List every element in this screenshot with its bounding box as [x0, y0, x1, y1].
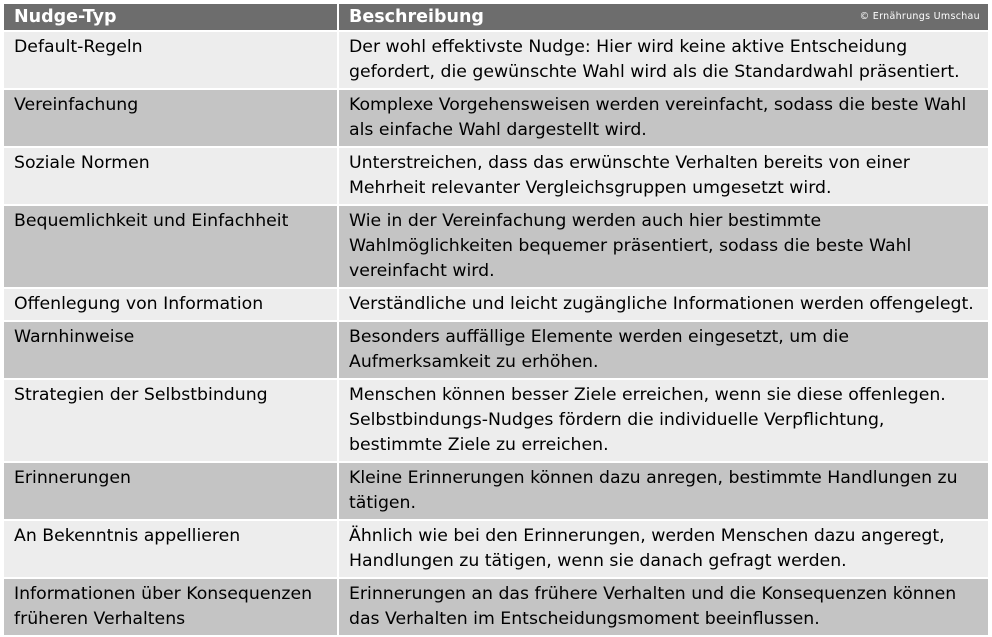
nudge-type-cell: Strategien der Selbstbindung [4, 380, 339, 463]
nudge-type-cell: An Bekenntnis appellieren [4, 521, 339, 579]
copyright-notice: © Ernährungs Umschau [859, 11, 980, 22]
description-cell: Ähnlich wie bei den Erinnerungen, werden Menschen dazu angeregt, Handlungen zu tätigen, wenn sie danach gefragt werden. [339, 521, 988, 579]
description-cell: Kleine Erinnerungen können dazu anregen, bestimmte Handlungen zu tätigen. [339, 463, 988, 521]
description-cell: Komplexe Vorgehensweisen werden vereinfacht, sodass die beste Wahl als einfache Wahl dargestellt wird. [339, 90, 988, 148]
nudge-type-cell: Bequemlichkeit und Einfachheit [4, 206, 339, 289]
description-cell: Wie in der Vereinfachung werden auch hier bestimmte Wahlmöglichkeiten bequemer präsentiert, sodass die beste Wahl vereinfacht wird. [339, 206, 988, 289]
column-header-nudge-type: Nudge-Typ [4, 4, 339, 32]
table-row [4, 148, 988, 206]
table-row [4, 380, 988, 463]
table-row [4, 521, 988, 579]
nudge-type-cell: Erinnerungen [4, 463, 339, 521]
description-cell: Erinnerungen an das frühere Verhalten und die Konsequenzen können das Verhalten im Entscheidungsmoment beeinflussen. [339, 579, 988, 637]
table-row [4, 32, 988, 90]
column-header-description-label: Beschreibung [349, 7, 484, 27]
description-cell: Verständliche und leicht zugängliche Informationen werden offengelegt. [339, 289, 988, 322]
nudge-type-cell: Vereinfachung [4, 90, 339, 148]
table-row [4, 90, 988, 148]
table-row [4, 289, 988, 322]
nudge-type-cell: Offenlegung von Information [4, 289, 339, 322]
column-header-description [339, 4, 988, 32]
nudge-type-cell: Warnhinweise [4, 322, 339, 380]
nudge-type-cell: Default-Regeln [4, 32, 339, 90]
nudge-table [4, 4, 988, 637]
table-row [4, 579, 988, 637]
description-cell: Unterstreichen, dass das erwünschte Verhalten bereits von einer Mehrheit relevanter Vergleichsgruppen umgesetzt wird. [339, 148, 988, 206]
description-cell: Menschen können besser Ziele erreichen, wenn sie diese offenlegen. Selbstbindungs-Nudges fördern die individuelle Verpflichtung, bestimmte Ziele zu erreichen. [339, 380, 988, 463]
description-cell: Besonders auffällige Elemente werden eingesetzt, um die Aufmerksamkeit zu erhöhen. [339, 322, 988, 380]
table-row [4, 463, 988, 521]
table-row [4, 322, 988, 380]
nudge-type-cell: Soziale Normen [4, 148, 339, 206]
nudge-type-cell: Informationen über Konsequenzen früheren Verhaltens [4, 579, 339, 637]
description-cell: Der wohl effektivste Nudge: Hier wird keine aktive Entscheidung gefordert, die gewünschte Wahl wird als die Standardwahl präsentiert. [339, 32, 988, 90]
table-row [4, 206, 988, 289]
table-header-row [4, 4, 988, 32]
